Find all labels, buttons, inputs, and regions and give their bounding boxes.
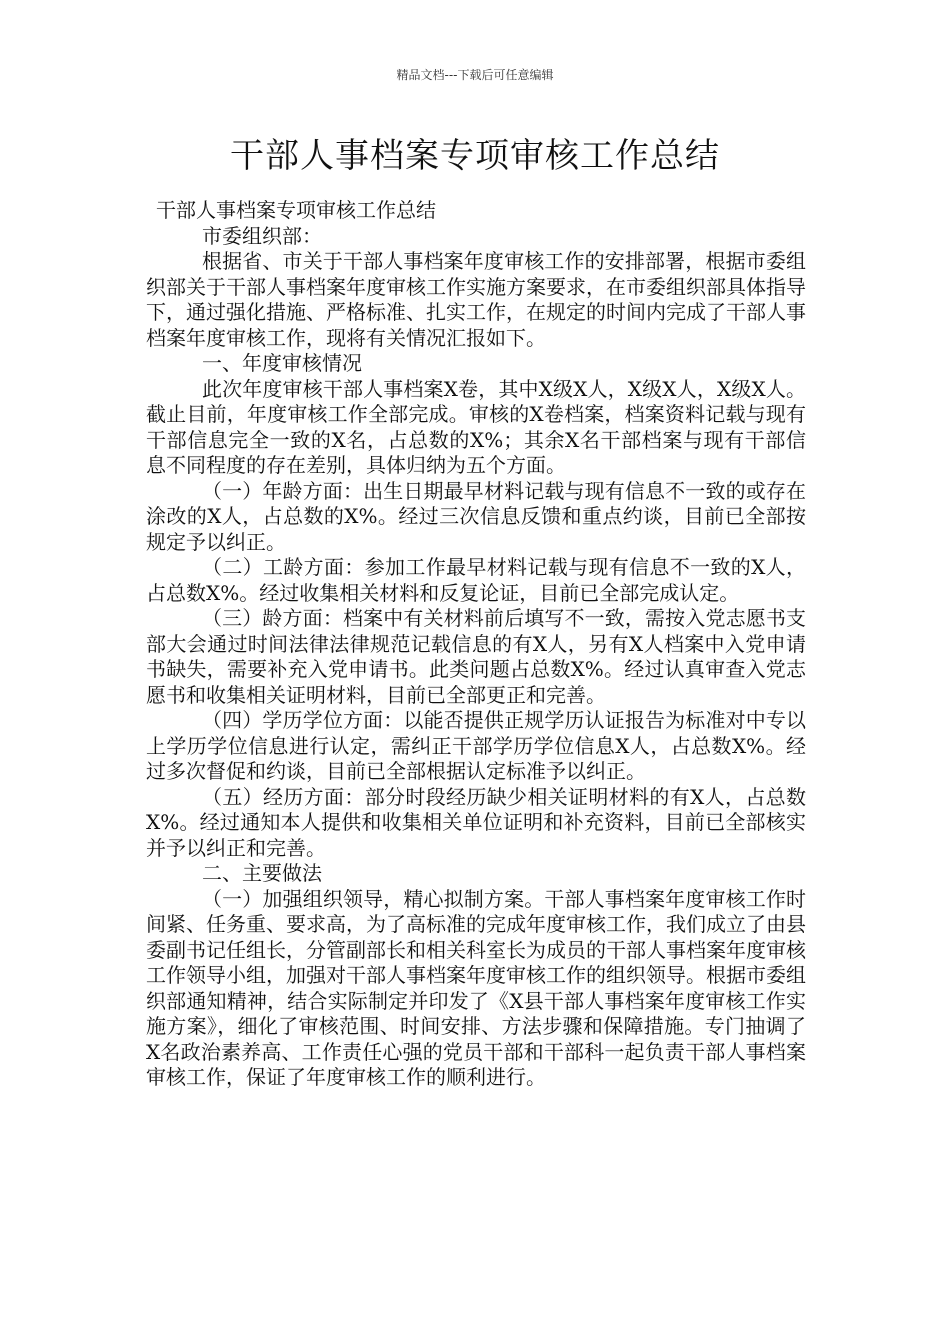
paragraph-party-age: （三）龄方面：档案中有关材料前后填写不一致，需按入党志愿书支部大会通过时间法律法律规范记载信息的有X人，另有X人档案中入党申请书缺失，需要补充入党申请书。此类问题占总数X%。经过认真审查入党志愿书和收集相关证明材料，目前已全部更正和完善。 bbox=[146, 606, 806, 707]
section-heading-review-status: 一、年度审核情况 bbox=[202, 351, 362, 375]
paragraph-education: （四）学历学位方面：以能否提供正规学历认证报告为标准对中专以上学历学位信息进行认定，需纠正干部学历学位信息X人，占总数X%。经过多次督促和约谈，目前已全部根据认定标准予以纠正。 bbox=[146, 708, 806, 783]
paragraph-age: （一）年龄方面：出生日期最早材料记载与现有信息不一致的或存在涂改的X人，占总数的X%。经过三次信息反馈和重点约谈，目前已全部按规定予以纠正。 bbox=[146, 478, 806, 554]
section-heading-main-methods: 二、主要做法 bbox=[202, 861, 322, 885]
document-title: 干部人事档案专项审核工作总结 bbox=[230, 136, 720, 176]
paragraph-review-summary: 此次年度审核干部人事档案X卷，其中X级X人，X级X人，X级X人。截止目前，年度审核工作全部完成。审核的X卷档案，档案资料记载与现有干部信息完全一致的X名，占总数的X%；其余X名干部档案与现有干部信息不同程度的存在差别，具体归纳为五个方面。 bbox=[146, 376, 806, 477]
paragraph-organization: （一）加强组织领导，精心拟制方案。干部人事档案年度审核工作时间紧、任务重、要求高，为了高标准的完成年度审核工作，我们成立了由县委副书记任组长，分管副部长和相关科室长为成员的干部人事档案年度审核工作领导小组，加强对干部人事档案年度审核工作的组织领导。根据市委组织部通知精神，结合实际制定并印发了《X县干部人事档案年度审核工作实施方案》，细化了审核范围、时间安排、方法步骤和保障措施。专门抽调了X名政治素养高、工作责任心强的党员干部和干部科一起负责干部人事档案审核工作，保证了年度审核工作的顺利进行。 bbox=[146, 886, 806, 1089]
addressee-line: 市委组织部： bbox=[202, 223, 322, 248]
document-body bbox=[146, 198, 806, 1091]
document-subtitle: 干部人事档案专项审核工作总结 bbox=[156, 198, 436, 222]
paragraph-work-years: （二）工龄方面：参加工作最早材料记载与现有信息不一致的X人，占总数X%。经过收集相关材料和反复论证，目前已全部完成认定。 bbox=[146, 555, 806, 605]
page-header-note: 精品文档---下载后可任意编辑 bbox=[396, 68, 554, 82]
paragraph-intro: 根据省、市关于干部人事档案年度审核工作的安排部署，根据市委组织部关于干部人事档案年度审核工作实施方案要求，在市委组织部具体指导下，通过强化措施、严格标准、扎实工作，在规定的时间内完成了干部人事档案年度审核工作，现将有关情况汇报如下。 bbox=[146, 249, 806, 350]
paragraph-experience: （五）经历方面：部分时段经历缺少相关证明材料的有X人，占总数X%。经过通知本人提供和收集相关单位证明和补充资料，目前已全部核实并予以纠正和完善。 bbox=[146, 784, 806, 860]
